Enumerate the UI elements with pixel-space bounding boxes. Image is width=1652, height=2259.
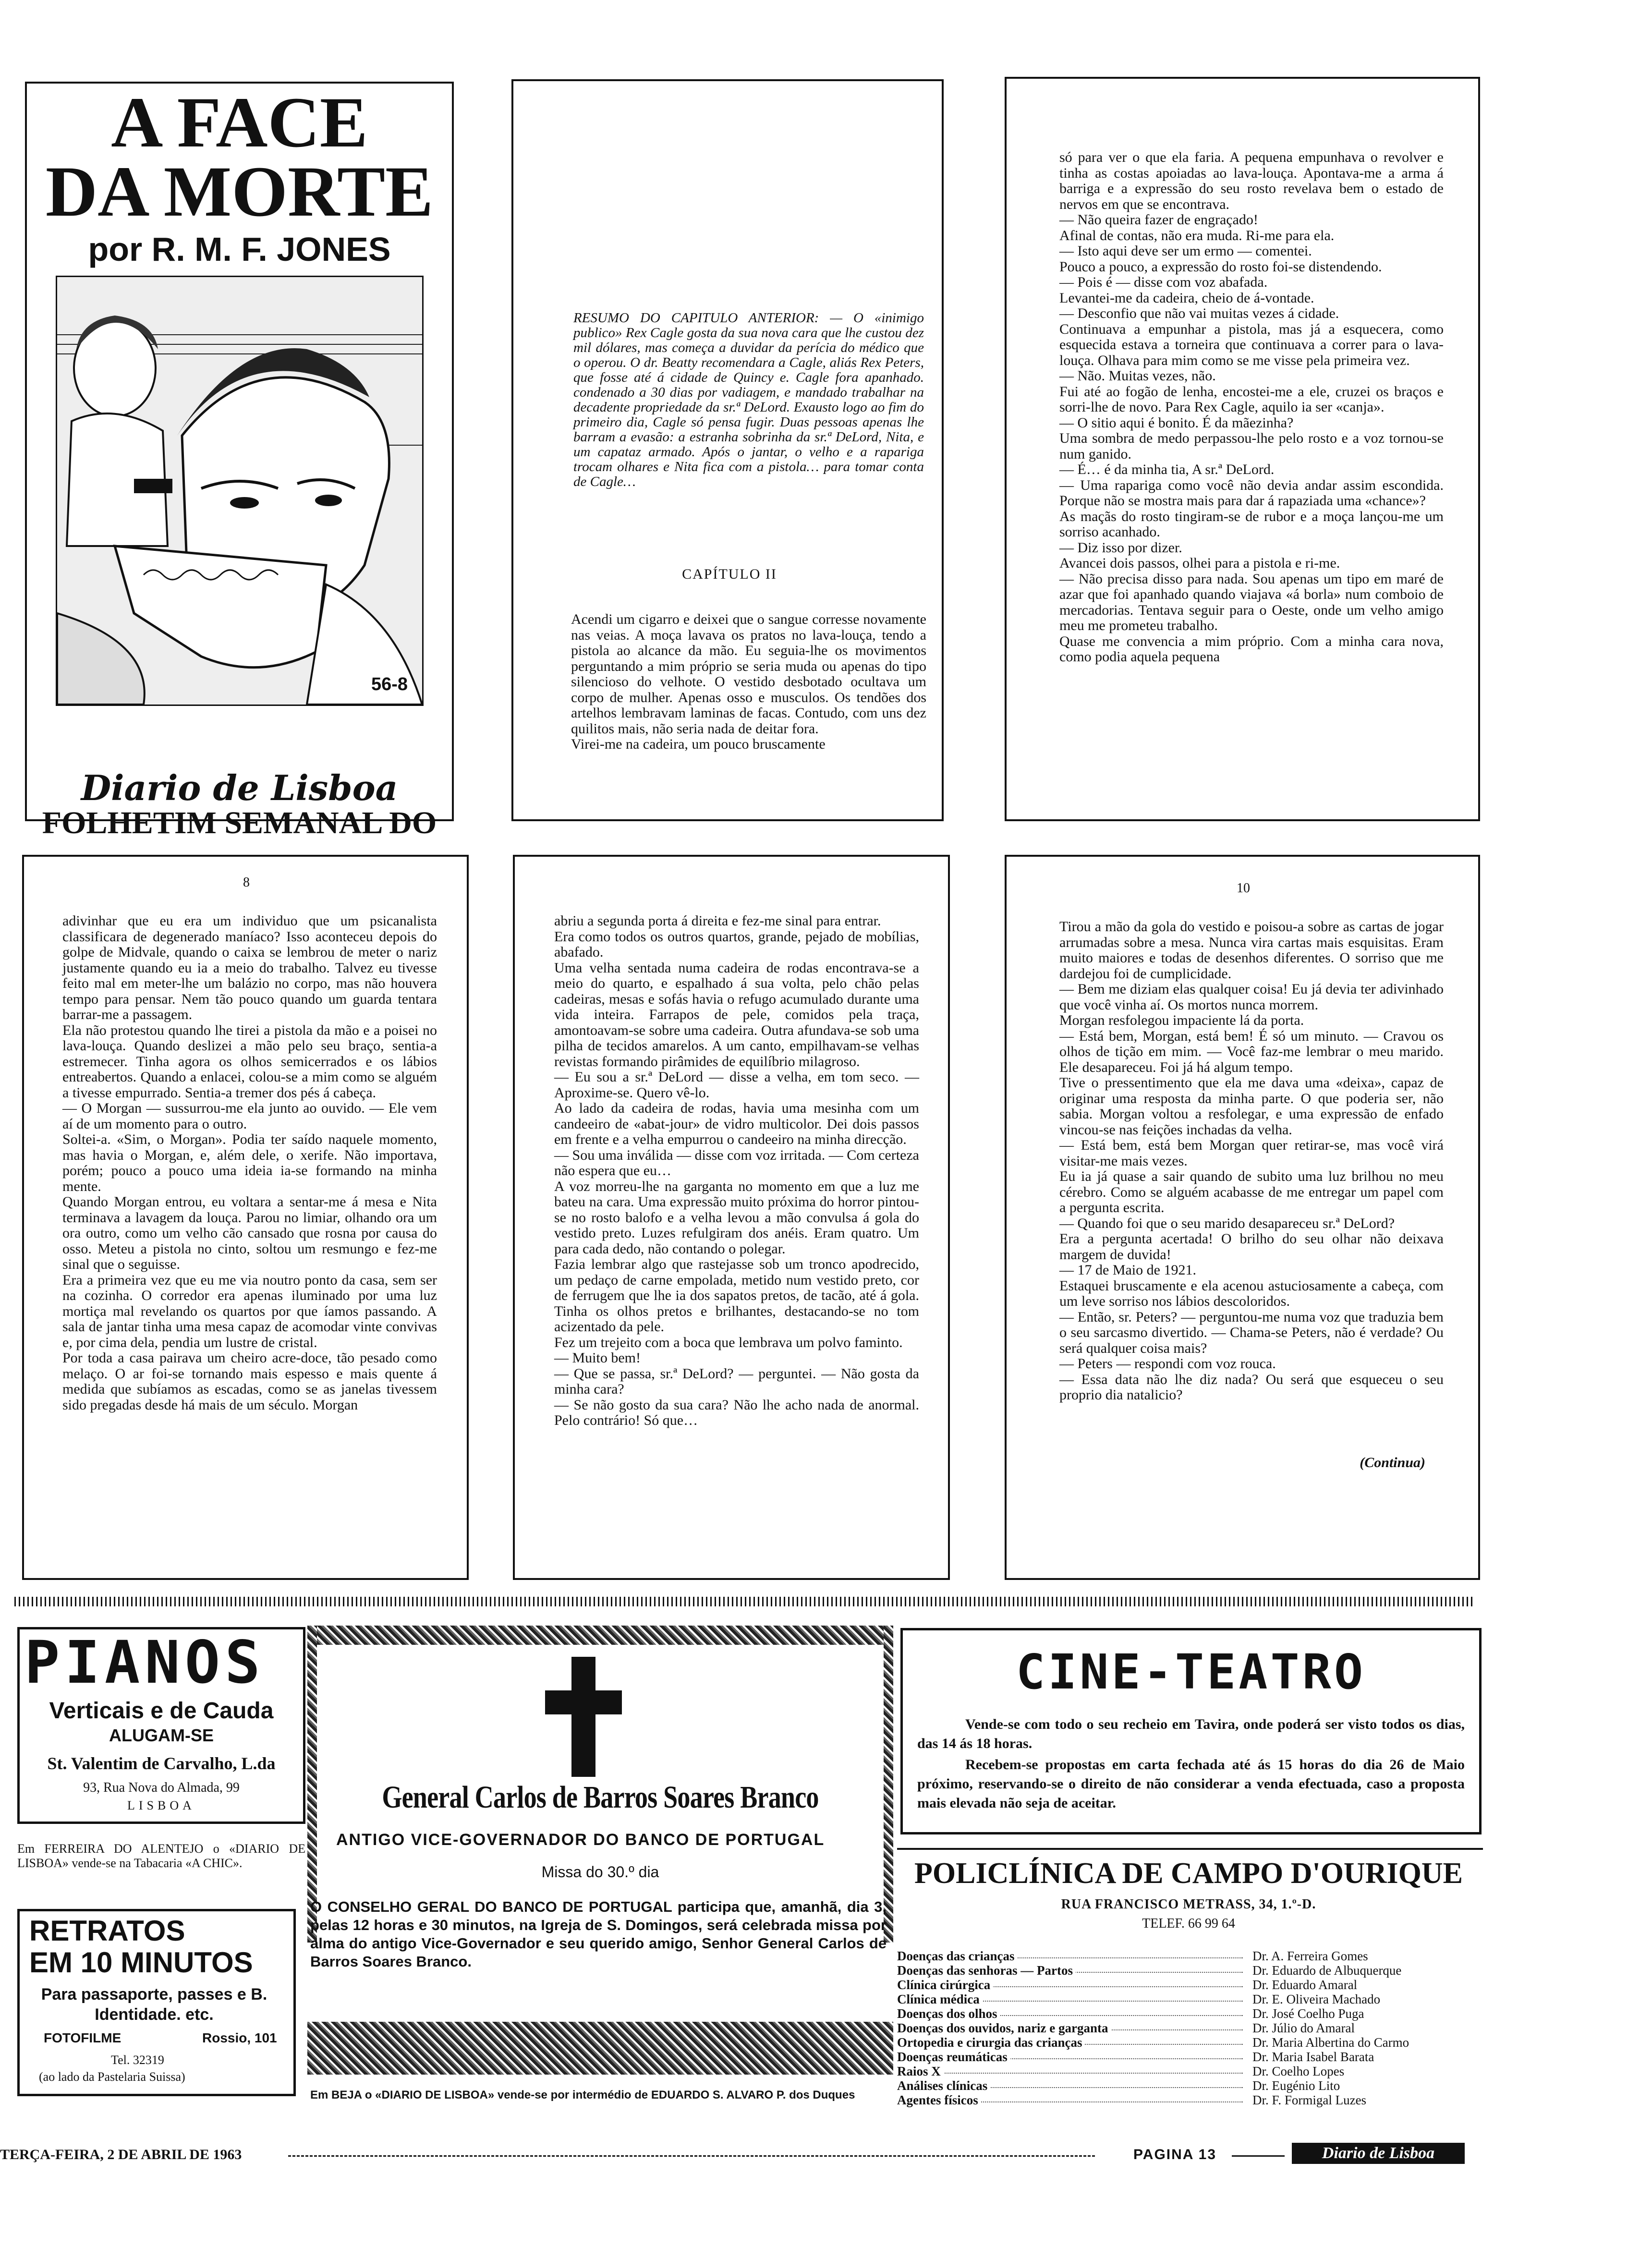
pianos-title: PIANOS bbox=[24, 1628, 265, 1697]
obituary-name: General Carlos de Barros Soares Branco bbox=[382, 1780, 819, 1815]
serial-col4-text: adivinhar que eu era um individuo que um psicanalista classificara de degenerado maníaco? Isso aconteceu depois do golpe de Midvale, quando o caixa se lembrou de meter o nariz justamente quando eu ia a meio do trabalho. Talvez eu tivesse feito mal em meter-lhe um balázio no corpo, mas não houvera tempo para pensar. Nem tão pouco quando um guarda tentara barrar-me a passagem. Ela não protestou quando lhe tirei a pistola da mão e a poisei no lava-louça. Quando deslizei a mão pelo seu braço, sentia-a estremecer. Tinha agora os olhos semicerrados e os lábios entreabertos. Quando a enlacei, colou-se a mim como se alguém a tivesse empurrado. Sentia-a tremer dos pés á cabeça. — O Morgan — sussurrou-me ela junto ao ouvido. — Ele vem aí de um momento para o outro. Soltei-a. «Sim, o Morgan». Podia ter saído naquele momento, mas havia o Morgan, e, além dele, o xerife. Não importava, porém; pouco a pouco uma ideia ia-se formando na minha mente. Quando Morgan entrou, eu voltara a sentar-me á mesa e Nita terminava a lavagem da louça. Parou no limiar, olhando ora um ora outro, como um velho cão cansado que rosna por causa do osso. Meteu a pistola no cinto, soltou um resmungo e fez-me sinal que o seguisse. Era a primeira vez que eu me via noutro ponto da casa, sem ser na cozinha. O corredor era apenas iluminado por uma luz mortiça mal revelando os quartos por que íamos passando. A sala de jantar tinha uma mesa capaz de acomodar vinte convivas e, por cima dela, pendia um lustre de cristal. Por toda a casa pairava um cheiro acre-doce, tão pesado como melaço. O ar foi-se tornando mais espesso e mais quente á medida que subíamos as escadas, como se as janelas tivessem sido pregadas desde há mais de um século. Morgan bbox=[62, 913, 437, 1413]
separator-rule bbox=[14, 1597, 1474, 1606]
policlinica-doctor: Dr. Eduardo de Albuquerque bbox=[1252, 1963, 1402, 1978]
policlinica-specialty: Doenças dos ouvidos, nariz e garganta bbox=[897, 2021, 1111, 2035]
continua-label: (Continua) bbox=[1360, 1455, 1425, 1470]
chapter-heading: CAPÍTULO II bbox=[682, 566, 777, 582]
policlinica-row bbox=[897, 2093, 1483, 2107]
policlinica-specialty: Doenças dos olhos bbox=[897, 2006, 1000, 2021]
serial-col2-text: Acendi um cigarro e deixei que o sangue corresse novamente nas veias. A moça lavava os pratos no lava-louça, tendo a pistola ao alcance da mão. Eu seguia-lhe os movimentos perguntando a mim próprio se seria muda ou apenas do tipo silencioso do velhote. O vestido desbotado ocultava um corpo de mulher. Apenas osso e musculos. Os tendões dos artelhos lembravam laminas de facas. Contudo, com uns dez quilitos mais, não seria nada de deitar fora. Virei-me na cadeira, um pouco bruscamente bbox=[571, 611, 926, 752]
policlinica-doctor: Dr. Maria Albertina do Carmo bbox=[1252, 2035, 1409, 2050]
pianos-company: St. Valentim de Carvalho, L.da bbox=[47, 1754, 276, 1773]
serial-column-5 bbox=[513, 855, 950, 1580]
policlinica-specialty: Clínica médica bbox=[897, 1992, 983, 2006]
retratos-line2: EM 10 MINUTOS bbox=[29, 1946, 253, 1979]
retratos-desc: Para passaporte, passes e B. Identidade. etc. bbox=[41, 1985, 267, 2024]
footer-rule-left bbox=[288, 2155, 1095, 2157]
retratos-tel: Tel. 32319 bbox=[111, 2053, 164, 2067]
pianos-city: LISBOA bbox=[127, 1798, 195, 1812]
ad-beja: Em BEJA o «DIARIO DE LISBOA» vende-se por intermédio de EDUARDO S. ALVARO P. dos Duques bbox=[310, 2089, 855, 2101]
serial-banner-line2: Diario de Lisboa bbox=[81, 767, 398, 808]
policlinica-row bbox=[897, 2035, 1483, 2050]
policlinica-doctor: Dr. Coelho Lopes bbox=[1252, 2064, 1345, 2078]
policlinica-row bbox=[897, 1992, 1483, 2006]
policlinica-address: RUA FRANCISCO METRASS, 34, 1.º-D. bbox=[1061, 1897, 1316, 1912]
serial-col5-text: abriu a segunda porta á direita e fez-me sinal para entrar. Era como todos os outros quartos, grande, pejado de mobílias, abafado. Uma velha sentada numa cadeira de rodas encontrava-se a meio do quarto, e espalhado á sua volta, pelo chão pelas cadeiras, mesas e sofás havia o refugo acumulado durante uma vida inteira. Farrapos de pele, comidos pela traça, amontoavam-se sobre uma cadeira. Outra afundava-se sob uma pilha de tecidos amarelos. A um canto, empilhavam-se velhas revistas formando pirâmides de equilíbrio milagroso. — Eu sou a sr.ª DeLord — disse a velha, em tom seco. — Aproxime-se. Quero vê-lo. Ao lado da cadeira de rodas, havia uma mesinha com um candeeiro de «abat-jour» de vidro multicolor. Dei dois passos em frente e a velha empurrou o candeeiro na minha direcção. — Sou uma inválida — disse com voz irritada. — Com certeza não espera que eu… A voz morreu-lhe na garganta no momento em que a luz me bateu na cara. Uma expressão muito próxima do horror pintou-se no rosto balofo e a velha levou a mão convulsa á gola do vestido preto. Luzes refulgiram dos anéis. Eram quatro. Um para cada dedo, não contando o polegar. Fazia lembrar algo que rastejasse sob um tronco apodrecido, um pedaço de carne empolada, metido num vestido preto, cor de ferrugem que lhe ia dos sapatos pretos, de tacão, até á gola. Tinha os olhos pretos e brilhantes, destacando-se no tom acizentado da pele. Fez um trejeito com a boca que lembrava um polvo faminto. — Muito bem! — Que se passa, sr.ª DeLord? — perguntei. — Não gosta da minha cara? — Se não gosto da sua cara? Não lhe acho nada de anormal. Pelo contrário! Só que… bbox=[554, 913, 919, 1428]
serial-banner-line1: FOLHETIM SEMANAL DO bbox=[42, 805, 437, 840]
serial-title-panel bbox=[25, 82, 454, 840]
policlinica-leader bbox=[897, 2073, 1243, 2074]
serial-column-6 bbox=[1005, 855, 1480, 1580]
footer-date: TERÇA-FEIRA, 2 DE ABRIL DE 1963 bbox=[0, 2147, 242, 2162]
obituary-missa: Missa do 30.º dia bbox=[541, 1863, 659, 1881]
policlinica-doctor: Dr. Maria Isabel Barata bbox=[1252, 2050, 1374, 2064]
policlinica-specialty: Ortopedia e cirurgia das crianças bbox=[897, 2035, 1085, 2050]
obituary-text: O CONSELHO GERAL DO BANCO DE PORTUGAL participa que, amanhã, dia 3, pelas 12 horas e 30 minutos, na Igreja de S. Domingos, será celebrada missa por alma do antigo Vice-Governador e seu querido amigo, Senhor General Carlos de Barros Soares Branco. bbox=[310, 1898, 887, 1970]
cine-p1: Vende-se com todo o seu recheio em Tavira, onde poderá ser visto todos os dias, das 14 ás 18 horas. bbox=[917, 1716, 1465, 1751]
ad-cine-teatro bbox=[900, 1628, 1482, 1834]
pianos-line2: ALUGAM-SE bbox=[109, 1725, 214, 1745]
page-number-8: 8 bbox=[243, 875, 250, 890]
policlinica-row bbox=[897, 2050, 1483, 2064]
serial-column-2 bbox=[511, 79, 944, 821]
pianos-line1: Verticais e de Cauda bbox=[49, 1698, 274, 1724]
obituary-right-band bbox=[884, 1626, 893, 1943]
policlinica-specialty: Clínica cirúrgica bbox=[897, 1978, 993, 1992]
policlinica-specialty: Doenças das crianças bbox=[897, 1949, 1018, 1963]
policlinica-tel: TELEF. 66 99 64 bbox=[1142, 1916, 1235, 1931]
serial-column-4 bbox=[22, 855, 469, 1580]
policlinica-specialty: Doenças das senhoras — Partos bbox=[897, 1963, 1076, 1978]
serial-col6-text: Tirou a mão da gola do vestido e poisou-a sobre as cartas de jogar arrumadas sobre a mesa. Nunca vira cartas mais esquisitas. Eram muito maiores e todas de desenhos diferentes. O sorriso que me dardejou foi de cumplicidade. — Bem me diziam elas qualquer coisa! Eu já devia ter adivinhado que você vinha aí. Os mortos nunca morrem. Morgan resfolegou impaciente lá da porta. — Está bem, Morgan, está bem! É só um minuto. — Cravou os olhos de tição em mim. — Você faz-me lembrar o meu marido. Ele desapareceu. Foi já há algum tempo. Tive o pressentimento que ela me dava uma «deixa», capaz de originar uma resposta da minha parte. O que poderia ser, não sabia. Morgan voltou a resfolegar, e uma expressão de enfado vincou-se nas feições inchadas da velha. — Está bem, está bem Morgan quer retirar-se, mas você virá visitar-me mais vezes. Eu ia já quase a sair quando de subito uma luz brilhou no meu cérebro. Como se alguém acabasse de me entregar um papel com a pergunta escrita. — Quando foi que o seu marido desapareceu sr.ª DeLord? Era a pergunta acertada! O brilho do seu olhar não deixava margem de duvida! — 17 de Maio de 1921. Estaquei bruscamente e ela acenou astuciosamente a cabeça, com um leve sorriso nos lábios descoloridos. — Então, sr. Peters? — perguntou-me numa voz que traduzia bem o seu sarcasmo divertido. — Chama-se Peters, não é verdade? Ou será qualquer coisa mais? — Peters — respondi com voz rouca. — Essa data não lhe diz nada? Ou será que esqueceu o seu proprio dia natalicio? bbox=[1059, 919, 1444, 1403]
illustration-drawing bbox=[57, 277, 422, 704]
retratos-line1: RETRATOS bbox=[29, 1915, 185, 1947]
obituary-role: ANTIGO VICE-GOVERNADOR DO BANCO DE PORTUGAL bbox=[336, 1831, 825, 1849]
policlinica-specialty: Agentes físicos bbox=[897, 2093, 981, 2107]
policlinica-row bbox=[897, 1978, 1483, 1992]
policlinica-row bbox=[897, 2064, 1483, 2078]
retratos-note: (ao lado da Pastelaria Suissa) bbox=[39, 2070, 185, 2084]
retratos-shop: FOTOFILME bbox=[44, 2030, 121, 2045]
footer-paper: Diario de Lisboa bbox=[1292, 2143, 1465, 2164]
obituary-bottom-band bbox=[307, 2022, 893, 2075]
page-number-10: 10 bbox=[1237, 881, 1250, 896]
serial-author: por R. M. F. JONES bbox=[88, 231, 391, 268]
ad-pianos bbox=[17, 1627, 305, 1824]
policlinica-rule bbox=[897, 1848, 1483, 1850]
serial-illustration bbox=[56, 276, 424, 706]
policlinica-row bbox=[897, 2006, 1483, 2021]
policlinica-specialty: Análises clínicas bbox=[897, 2078, 990, 2093]
serial-summary: RESUMO DO CAPITULO ANTERIOR: — O «inimigo publico» Rex Cagle gosta da sua nova cara que lhe custou dez mil dólares, mas começa a duvidar da perícia do médico que o operou. O dr. Beatty recomendara a Cagle, aliás Rex Peters, que fosse até á cidade de Quincy e. Cagle fora apanhado. condenado a 30 dias por vadiagem, e mandado trabalhar na decadente propriedade da sr.ª DeLord. Exausto logo ao fim do primeiro dia, Cagle só pensa fugir. Duas pessoas apenas lhe barram a evasão: a estranha sobrinha da sr.ª DeLord, Nita, e um capataz armado. Após o jantar, o velho e a rapariga trocam olhares e Nita fica com a pistola… para tomar conta de Cagle… bbox=[573, 310, 924, 489]
policlinica-doctor: Dr. A. Ferreira Gomes bbox=[1252, 1949, 1368, 1963]
cine-p2: Recebem-se propostas em carta fechada até ás 15 horas do dia 26 de Maio próximo, reservando-se o direito de não considerar a venda efectuada, caso a proposta mais elevada não seja de aceitar. bbox=[917, 1757, 1465, 1811]
serial-title-line2: DA MORTE bbox=[45, 152, 434, 231]
retratos-address: Rossio, 101 bbox=[202, 2030, 277, 2045]
policlinica-doctor: Dr. Júlio do Amaral bbox=[1252, 2021, 1355, 2035]
footer-page: PAGINA 13 bbox=[1133, 2147, 1217, 2162]
illustration-tag: 56-8 bbox=[371, 674, 408, 694]
policlinica-row bbox=[897, 1963, 1483, 1978]
ad-ferreira: Em FERREIRA DO ALENTEJO o «DIARIO DE LISBOA» vende-se na Tabacaria «A CHIC». bbox=[17, 1842, 305, 1870]
obituary-top-band bbox=[307, 1626, 893, 1645]
serial-title-line1: A FACE bbox=[111, 83, 368, 162]
policlinica-doctor: Dr. E. Oliveira Machado bbox=[1252, 1992, 1381, 2006]
policlinica-doctor: Dr. Eugénio Lito bbox=[1252, 2078, 1340, 2093]
cine-title: CINE-TEATRO bbox=[1016, 1644, 1366, 1700]
serial-col3-text: só para ver o que ela faria. A pequena empunhava o revolver e tinha as costas apoiadas ao lava-louça. Apontava-me a arma á barriga e a expressão do seu rosto revelava bem o estado de nervos em que se encontrava. — Não queira fazer de engraçado! Afinal de contas, não era muda. Ri-me para ela. — Isto aqui deve ser um ermo — comentei. Pouco a pouco, a expressão do rosto foi-se distendendo. — Pois é — disse com voz abafada. Levantei-me da cadeira, cheio de á-vontade. — Desconfio que não vai muitas vezes á cidade. Continuava a empunhar a pistola, mas já a esquecera, como esquecida estava a torneira que continuava a correr para o lava-louça. Olhava para mim como se me visse pela primeira vez. — Não. Muitas vezes, não. Fui até ao fogão de lenha, encostei-me a ele, cruzei os braços e sorri-lhe de novo. Para Rex Cagle, aquilo ia ser «canja». — O sitio aqui é bonito. É da mãezinha? Uma sombra de medo perpassou-lhe pelo rosto e a voz tornou-se num ganido. — É… é da minha tia, A sr.ª DeLord. — Uma rapariga como você não devia andar assim escondida. Porque não se mostra mais para dar á rapaziada uma «chance»? As maçãs do rosto tingiram-se de rubor e a moça lançou-me um sorriso acanhado. — Diz isso por dizer. Avancei dois passos, olhei para a pistola e ri-me. — Não precisa disso para nada. Sou apenas um tipo em maré de azar que foi apanhado quando viajava «á borla» num comboio de mercadorias. Tentava seguir para o Oeste, onde um velho amigo meu me prometeu trabalho. Quase me convencia a mim próprio. Com a minha cara nova, como podia aquela pequena bbox=[1059, 149, 1444, 665]
policlinica-specialty: Doenças reumáticas bbox=[897, 2050, 1010, 2064]
policlinica-row bbox=[897, 2078, 1483, 2093]
ad-retratos bbox=[17, 1909, 296, 2096]
policlinica-row bbox=[897, 1949, 1483, 1963]
policlinica-doctor: Dr. José Coelho Puga bbox=[1252, 2006, 1364, 2021]
policlinica-row bbox=[897, 2021, 1483, 2035]
serial-column-3 bbox=[1005, 77, 1480, 821]
obituary-cross bbox=[545, 1657, 622, 1777]
policlinica-title: POLICLÍNICA DE CAMPO D'OURIQUE bbox=[914, 1857, 1463, 1890]
footer-rule-right bbox=[1232, 2155, 1285, 2157]
pianos-address: 93, Rua Nova do Almada, 99 bbox=[83, 1780, 240, 1795]
policlinica-doctor: Dr. F. Formigal Luzes bbox=[1252, 2093, 1367, 2107]
obituary-left-band bbox=[307, 1626, 317, 1943]
policlinica-specialty: Raios X bbox=[897, 2064, 944, 2078]
policlinica-doctor: Dr. Eduardo Amaral bbox=[1252, 1978, 1358, 1992]
